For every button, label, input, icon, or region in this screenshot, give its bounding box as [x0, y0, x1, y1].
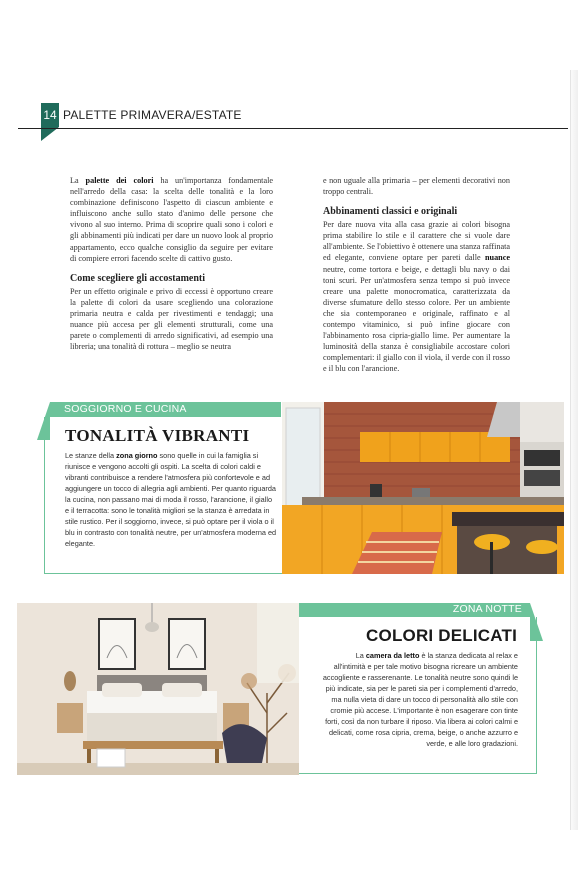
section-header: PALETTE PRIMAVERA/ESTATE: [63, 108, 242, 122]
page-edge: [570, 70, 578, 830]
intro-paragraph-1: La palette dei colori ha un'importanza fondamentale nell'arredo della casa: la scelta delle tonalità e la loro combinazione definiscono l'aspetto di ciascun ambiente e influiscono anche sullo stato d'animo delle persone che vivono al suo interno. Prima di scoprire quali sono i colori e gli abbinamenti più indicati per dare un nuovo look al proprio appartamento, ecco qualche consiglio da seguire per evitare di compiere errori facendo scelte di cattivo gusto.: [70, 176, 273, 263]
bedroom-photo: [17, 603, 299, 775]
living-tab-label: SOGGIORNO E CUCINA: [64, 403, 187, 415]
bedroom-illustration: [17, 603, 299, 775]
intro-left-column: [70, 175, 273, 352]
intro-right-column: [323, 175, 510, 375]
living-title: TONALITÀ VIBRANTI: [65, 426, 250, 445]
night-tab-label: ZONA NOTTE: [452, 603, 522, 615]
subheading-abbinamenti: Abbinamenti classici e originali: [323, 206, 458, 218]
intro-paragraph-2: Per un effetto originale e privo di eccessi è opportuno creare la palette di colori da usare scegliendo una colorazione primaria neutra e calda per rivestimenti e tendaggi; una nuance più accesa per gli elementi strutturali, come una parete o complementi di arredo significativi, ad esempio una libreria; una tonalità di rottura – meglio se neutra: [70, 286, 273, 352]
kitchen-illustration: [282, 402, 564, 574]
header-rule: [18, 128, 568, 129]
intro-paragraph-3: Per dare nuova vita alla casa grazie ai colori bisogna prima stabilire lo stile e il carattere che si vuole dare all'ambiente. Se l'obiettivo è ottenere una stanza raffinata ed elegante, conviene optare per pareti dalle nuance neutre, come tortora e beige, e dettagli blu navy o dai toni scuri. Per un'atmosfera senza tempo si può invece creare una palette monocromatica, caratterizzata da diverse sfumature dello stesso colore. Per un ambiente che sia contemporaneo e originale, raffinato e al contempo vitaminico, si può infine giocare con l'abbinamento rosa cipria-giallo lime. Per aumentare la luminosità della stanza è consigliabile accostare colori complementari: il giallo con il viola, il verde con il rosso e il blu con l'arancione.: [323, 220, 510, 374]
subheading-accostamenti: Come scegliere gli accostamenti: [70, 272, 206, 284]
night-title: COLORI DELICATI: [366, 626, 517, 645]
page-number-flag: [41, 127, 59, 141]
kitchen-photo: [282, 402, 564, 574]
intro-paragraph-continued: e non uguale alla primaria – per elementi decorativi non troppo centrali.: [323, 176, 510, 197]
page-number: 14: [41, 103, 59, 127]
night-text: La camera da letto è la stanza dedicata al relax e all'intimità e per tale motivo bisogna ricreare un ambiente accogliente e rasserenante. Le tonalità neutre sono quindi le più indicate, sia per le pareti sia per i complementi d'arredo, ma nulla vieta di dare un tocco di personalità allo stile con cromie più accese. L'importante è non esagerare con tinte forti, così da non turbare il riposo. Via libera ai colori calmi e delicati, come rosa cipria, crema, beige, o anche azzurro e verde, e alle loro gradazioni.: [322, 651, 518, 748]
living-text: Le stanze della zona giorno sono quelle in cui la famiglia si riunisce e vengono accolti gli ospiti. La scelta di colori caldi e vibranti contribuisce a rendere l'atmosfera più confortevole e ad aggiungere un tocco di allegria agli ambienti. Per quanto riguarda la cucina, non passano mai di moda il rosso, l'arancione, il giallo e il terracotta: sono le tonalità migliori se la stanza è arredata in stile rustico. Per il soggiorno, invece, si può optare per il viola o il blu in contrasto con tonalità neutre, per un'atmosfera moderna ed elegante.: [65, 451, 277, 548]
